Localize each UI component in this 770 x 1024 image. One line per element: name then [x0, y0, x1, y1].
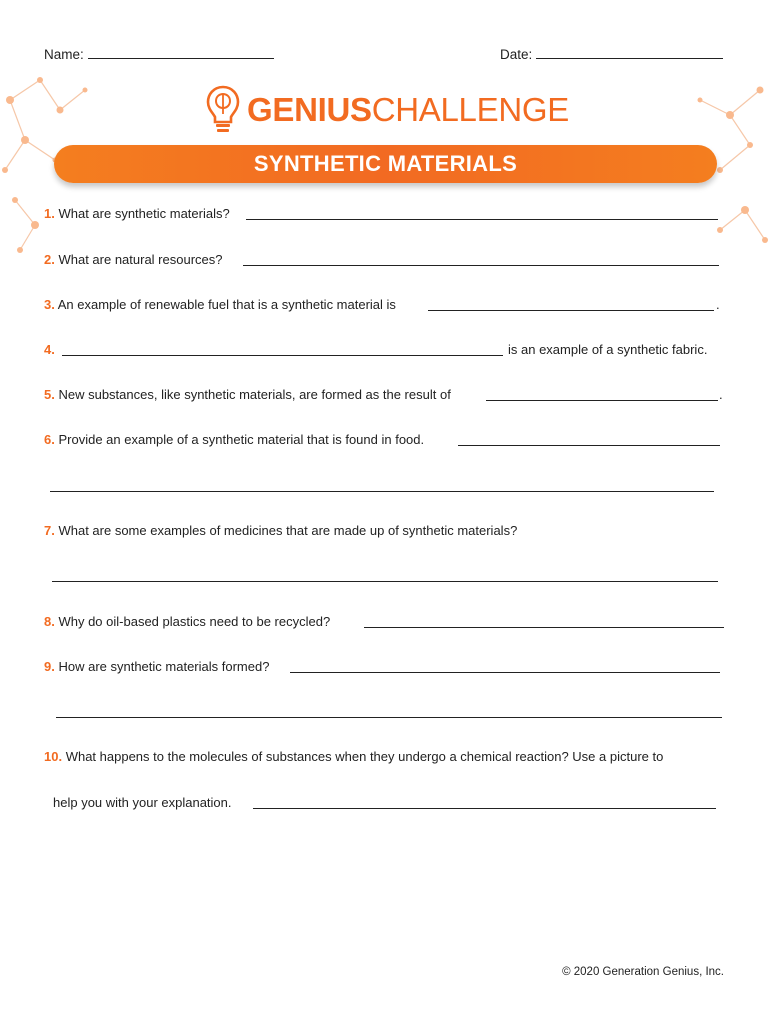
- date-label: Date:: [500, 47, 533, 62]
- answer-line-2[interactable]: [243, 265, 719, 266]
- question-number: 8.: [44, 614, 55, 629]
- question-9: [44, 659, 269, 675]
- name-label: Name:: [44, 47, 84, 62]
- question-text: What are synthetic materials?: [58, 206, 230, 221]
- answer-line-3[interactable]: [428, 310, 714, 311]
- date-blank[interactable]: [536, 46, 723, 59]
- question-2: [44, 252, 223, 268]
- logo-genius-text: GENIUS: [247, 91, 372, 128]
- question-3: [44, 297, 396, 313]
- lightbulb-brain-icon: [205, 84, 241, 136]
- question-6: [44, 432, 424, 448]
- question-5: [44, 387, 451, 403]
- question-text: An example of renewable fuel that is a synthetic material is: [57, 297, 396, 312]
- logo-challenge-text: CHALLENGE: [371, 91, 569, 128]
- question-4-number: [44, 342, 55, 358]
- question-text: New substances, like synthetic materials, are formed as the result of: [58, 387, 451, 402]
- answer-line-6a[interactable]: [458, 445, 720, 446]
- question-10-continuation: help you with your explanation.: [53, 795, 232, 810]
- genius-challenge-logo: [205, 82, 569, 138]
- answer-line-7[interactable]: [52, 581, 718, 582]
- question-text: Why do oil-based plastics need to be recycled?: [58, 614, 331, 629]
- question-text: What are some examples of medicines that are made up of synthetic materials?: [58, 523, 518, 538]
- question-text: What happens to the molecules of substances when they undergo a chemical reaction? Use a picture to: [65, 749, 664, 764]
- answer-line-10[interactable]: [253, 808, 716, 809]
- question-1: [44, 206, 230, 222]
- question-number: 2.: [44, 252, 55, 267]
- title-banner: [54, 145, 717, 183]
- question-number: 4.: [44, 342, 55, 357]
- question-number: 1.: [44, 206, 55, 221]
- question-number: 9.: [44, 659, 55, 674]
- copyright-footer: © 2020 Generation Genius, Inc.: [562, 966, 724, 978]
- answer-line-9a[interactable]: [290, 672, 720, 673]
- question-number: 7.: [44, 523, 55, 538]
- answer-line-8[interactable]: [364, 627, 724, 628]
- answer-line-5[interactable]: [486, 400, 718, 401]
- question-number: 3.: [44, 297, 55, 312]
- question-7: [44, 523, 517, 539]
- question-text: How are synthetic materials formed?: [58, 659, 270, 674]
- question-4-text: is an example of a synthetic fabric.: [508, 342, 708, 357]
- answer-line-4[interactable]: [62, 355, 503, 356]
- name-blank[interactable]: [88, 46, 274, 59]
- question-text: Provide an example of a synthetic material that is found in food.: [58, 432, 425, 447]
- question-text: What are natural resources?: [58, 252, 223, 267]
- question-number: 5.: [44, 387, 55, 402]
- page-title: SYNTHETIC MATERIALS: [253, 151, 518, 176]
- answer-line-1[interactable]: [246, 219, 718, 220]
- question-number: 6.: [44, 432, 55, 447]
- question-5-suffix: .: [719, 387, 723, 402]
- question-3-suffix: .: [716, 297, 720, 312]
- question-10: [44, 749, 663, 765]
- question-number: 10.: [44, 749, 63, 764]
- answer-line-6b[interactable]: [50, 491, 714, 492]
- question-8: [44, 614, 330, 630]
- answer-line-9b[interactable]: [56, 717, 722, 718]
